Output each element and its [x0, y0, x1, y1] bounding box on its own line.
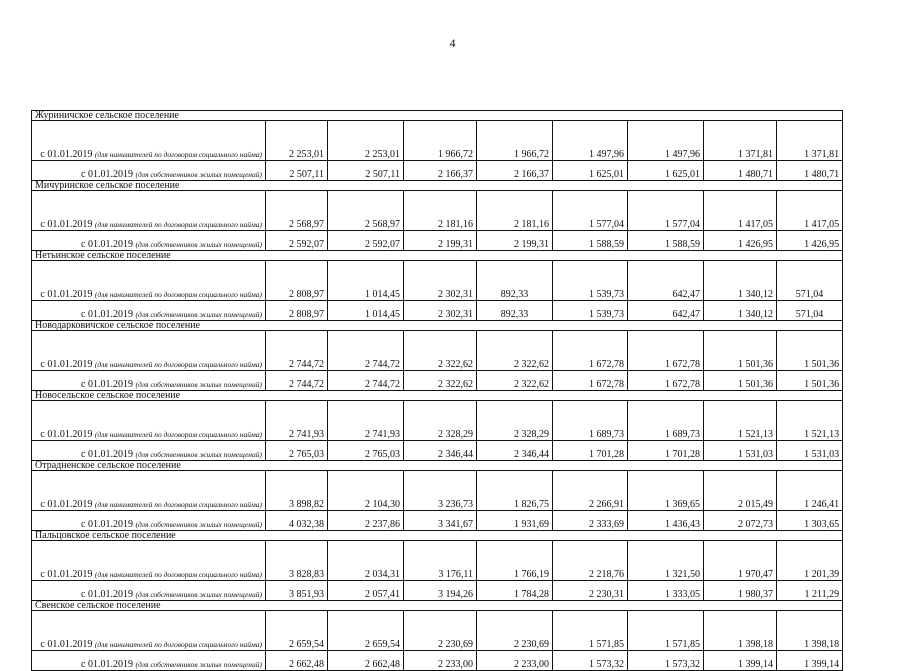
rate-value-cell: 1 014,45 — [328, 301, 404, 321]
tenant-rate-row — [32, 261, 843, 301]
rate-value-cell: 3 176,11 — [404, 541, 477, 581]
row-label-date: с 01.01.2019 — [40, 569, 93, 580]
row-label-date: с 01.01.2019 — [40, 219, 93, 230]
row-label — [32, 371, 266, 391]
tariff-table — [31, 110, 843, 671]
section-header-row — [32, 321, 843, 331]
rate-value-cell: 1 521,13 — [777, 401, 843, 441]
rate-value-cell: 1 201,39 — [777, 541, 843, 581]
row-label-owners-note: (для собственников жилых помещений) — [135, 450, 262, 459]
rate-value-cell: 1 501,36 — [704, 371, 777, 391]
rate-value-cell: 1 573,32 — [553, 651, 628, 671]
rate-value-cell: 2 230,69 — [477, 611, 553, 651]
row-label — [32, 581, 266, 601]
rate-value-cell: 2 166,37 — [404, 161, 477, 181]
row-label-date: с 01.01.2019 — [40, 499, 93, 510]
rate-value-cell: 1 501,36 — [704, 331, 777, 371]
rate-value-cell: 1 966,72 — [477, 121, 553, 161]
rate-value-cell: 2 104,30 — [328, 471, 404, 511]
rate-value-cell: 2 741,93 — [266, 401, 328, 441]
rate-value-cell: 2 808,97 — [266, 261, 328, 301]
row-label — [32, 261, 266, 301]
row-label-tenants-note: (для нанимателей по договорам социального найма) — [94, 290, 262, 299]
rate-value-cell: 2 302,31 — [404, 301, 477, 321]
rate-value-cell: 1 571,85 — [553, 611, 628, 651]
rate-value-cell: 2 302,31 — [404, 261, 477, 301]
rate-value-cell: 2 230,69 — [404, 611, 477, 651]
rate-value-cell: 2 322,62 — [477, 331, 553, 371]
row-label-tenants-note: (для нанимателей по договорам социального найма) — [94, 150, 262, 159]
rate-value-cell: 1 970,47 — [704, 541, 777, 581]
row-label-date: с 01.01.2019 — [40, 359, 93, 370]
row-label — [32, 651, 266, 671]
rate-value-cell: 2 568,97 — [328, 191, 404, 231]
owner-rate-row — [32, 231, 843, 251]
row-label-date: с 01.01.2019 — [40, 289, 93, 300]
row-label-date: с 01.01.2019 — [40, 429, 93, 440]
rate-value-cell: 2 662,48 — [266, 651, 328, 671]
rate-value-cell: 2 765,03 — [266, 441, 328, 461]
rate-value-cell: 2 034,31 — [328, 541, 404, 581]
rate-value-cell: 1 369,65 — [628, 471, 704, 511]
rate-value-cell: 2 266,91 — [553, 471, 628, 511]
rate-value-cell: 1 211,29 — [777, 581, 843, 601]
rate-value-cell: 1 497,96 — [553, 121, 628, 161]
row-label-date: с 01.01.2019 — [81, 379, 133, 390]
rate-value-cell: 3 828,83 — [266, 541, 328, 581]
rate-value-cell: 2 237,86 — [328, 511, 404, 531]
rate-value-cell: 2 199,31 — [477, 231, 553, 251]
row-label-tenants-note: (для нанимателей по договорам социального найма) — [94, 640, 262, 649]
rate-value-cell: 3 898,82 — [266, 471, 328, 511]
section-header-row — [32, 391, 843, 401]
rate-value-cell: 1 573,32 — [628, 651, 704, 671]
row-label-tenants-note: (для нанимателей по договорам социального найма) — [94, 570, 262, 579]
rate-value-cell: 1 321,50 — [628, 541, 704, 581]
section-header-row — [32, 601, 843, 611]
owner-rate-row — [32, 371, 843, 391]
tenant-rate-row — [32, 611, 843, 651]
rate-value-cell: 2 592,07 — [266, 231, 328, 251]
rate-value-cell: 642,47 — [628, 301, 704, 321]
owner-rate-row — [32, 161, 843, 181]
rate-value-cell: 2 592,07 — [328, 231, 404, 251]
table-body — [32, 111, 843, 671]
rate-value-cell: 2 322,62 — [404, 331, 477, 371]
row-label-owners-note: (для собственников жилых помещений) — [135, 520, 262, 529]
row-label-tenants-note: (для нанимателей по договорам социального найма) — [94, 360, 262, 369]
rate-value-cell: 1 480,71 — [704, 161, 777, 181]
row-label-owners-note: (для собственников жилых помещений) — [135, 380, 262, 389]
row-label-date: с 01.01.2019 — [81, 659, 133, 670]
rate-value-cell: 2 166,37 — [477, 161, 553, 181]
rate-value-cell: 2 659,54 — [266, 611, 328, 651]
owner-rate-row — [32, 511, 843, 531]
rate-value-cell: 2 072,73 — [704, 511, 777, 531]
rate-value-cell: 1 340,12 — [704, 261, 777, 301]
rate-value-cell: 3 341,67 — [404, 511, 477, 531]
row-label — [32, 331, 266, 371]
rate-value-cell: 2 253,01 — [266, 121, 328, 161]
rate-value-cell: 1 417,05 — [704, 191, 777, 231]
rate-value-cell: 2 741,93 — [328, 401, 404, 441]
section-header-row — [32, 181, 843, 191]
rate-value-cell: 571,04 — [777, 301, 843, 321]
rate-value-cell: 1 689,73 — [553, 401, 628, 441]
row-label — [32, 301, 266, 321]
tenant-rate-row — [32, 471, 843, 511]
rate-value-cell: 1 426,95 — [704, 231, 777, 251]
rate-value-cell: 1 246,41 — [777, 471, 843, 511]
rate-value-cell: 1 014,45 — [328, 261, 404, 301]
rate-value-cell: 1 966,72 — [404, 121, 477, 161]
rate-value-cell: 2 199,31 — [404, 231, 477, 251]
rate-value-cell: 1 426,95 — [777, 231, 843, 251]
rate-value-cell: 2 659,54 — [328, 611, 404, 651]
rate-value-cell: 1 701,28 — [553, 441, 628, 461]
rate-value-cell: 1 539,73 — [553, 301, 628, 321]
rate-value-cell: 571,04 — [777, 261, 843, 301]
rate-value-cell: 2 333,69 — [553, 511, 628, 531]
rate-value-cell: 1 701,28 — [628, 441, 704, 461]
rate-value-cell: 1 672,78 — [628, 371, 704, 391]
rate-value-cell: 1 333,05 — [628, 581, 704, 601]
rate-value-cell: 1 571,85 — [628, 611, 704, 651]
rate-value-cell: 1 501,36 — [777, 331, 843, 371]
rate-value-cell: 2 253,01 — [328, 121, 404, 161]
tenant-rate-row — [32, 541, 843, 581]
row-label-date: с 01.01.2019 — [81, 169, 133, 180]
row-label — [32, 401, 266, 441]
rate-value-cell: 1 625,01 — [553, 161, 628, 181]
row-label-owners-note: (для собственников жилых помещений) — [135, 660, 262, 669]
section-title: Новодарковичское сельское поселение — [32, 321, 843, 331]
rate-value-cell: 642,47 — [628, 261, 704, 301]
rate-value-cell: 2 765,03 — [328, 441, 404, 461]
rate-value-cell: 1 784,28 — [477, 581, 553, 601]
page-number: 4 — [449, 36, 456, 50]
rate-value-cell: 1 436,43 — [628, 511, 704, 531]
rate-value-cell: 2 346,44 — [404, 441, 477, 461]
owner-rate-row — [32, 651, 843, 671]
rate-value-cell: 1 672,78 — [553, 331, 628, 371]
rate-value-cell: 1 577,04 — [628, 191, 704, 231]
section-title: Мичуринское сельское поселение — [32, 181, 843, 191]
rate-value-cell: 1 399,14 — [777, 651, 843, 671]
rate-value-cell: 1 672,78 — [553, 371, 628, 391]
row-label-date: с 01.01.2019 — [81, 589, 133, 600]
row-label-date: с 01.01.2019 — [81, 519, 133, 530]
row-label — [32, 231, 266, 251]
tenant-rate-row — [32, 331, 843, 371]
row-label-date: с 01.01.2019 — [81, 239, 133, 250]
owner-rate-row — [32, 301, 843, 321]
rate-value-cell: 2 230,31 — [553, 581, 628, 601]
rate-value-cell: 892,33 — [477, 261, 553, 301]
rate-value-cell: 2 233,00 — [404, 651, 477, 671]
rate-value-cell: 1 398,18 — [777, 611, 843, 651]
rate-value-cell: 2 744,72 — [266, 331, 328, 371]
rate-value-cell: 1 340,12 — [704, 301, 777, 321]
rate-value-cell: 2 744,72 — [328, 331, 404, 371]
section-header-row — [32, 461, 843, 471]
owner-rate-row — [32, 441, 843, 461]
rate-value-cell: 1 588,59 — [553, 231, 628, 251]
rate-value-cell: 2 808,97 — [266, 301, 328, 321]
row-label — [32, 441, 266, 461]
rate-value-cell: 1 371,81 — [704, 121, 777, 161]
rate-value-cell: 892,33 — [477, 301, 553, 321]
rate-value-cell: 1 539,73 — [553, 261, 628, 301]
rate-value-cell: 2 328,29 — [477, 401, 553, 441]
row-label — [32, 541, 266, 581]
rate-value-cell: 1 501,36 — [777, 371, 843, 391]
rate-value-cell: 1 497,96 — [628, 121, 704, 161]
row-label-owners-note: (для собственников жилых помещений) — [135, 170, 262, 179]
row-label-owners-note: (для собственников жилых помещений) — [135, 590, 262, 599]
row-label — [32, 161, 266, 181]
section-header-row — [32, 111, 843, 121]
row-label-date: с 01.01.2019 — [40, 149, 93, 160]
owner-rate-row — [32, 581, 843, 601]
rate-value-cell: 3 194,26 — [404, 581, 477, 601]
rate-value-cell: 2 181,16 — [404, 191, 477, 231]
row-label-owners-note: (для собственников жилых помещений) — [135, 310, 262, 319]
rate-value-cell: 3 236,73 — [404, 471, 477, 511]
row-label-tenants-note: (для нанимателей по договорам социального найма) — [94, 430, 262, 439]
section-title: Пальцовское сельское поселение — [32, 531, 843, 541]
section-header-row — [32, 531, 843, 541]
row-label-date: с 01.01.2019 — [81, 449, 133, 460]
rate-value-cell: 2 057,41 — [328, 581, 404, 601]
rate-value-cell: 2 744,72 — [328, 371, 404, 391]
rate-value-cell: 1 398,18 — [704, 611, 777, 651]
section-title: Новосельское сельское поселение — [32, 391, 843, 401]
rate-value-cell: 1 303,65 — [777, 511, 843, 531]
rate-value-cell: 1 625,01 — [628, 161, 704, 181]
rate-value-cell: 2 322,62 — [404, 371, 477, 391]
tenant-rate-row — [32, 401, 843, 441]
rate-value-cell: 1 588,59 — [628, 231, 704, 251]
rate-value-cell: 1 521,13 — [704, 401, 777, 441]
rate-value-cell: 1 766,19 — [477, 541, 553, 581]
rate-value-cell: 1 826,75 — [477, 471, 553, 511]
rate-value-cell: 2 233,00 — [477, 651, 553, 671]
rate-value-cell: 2 507,11 — [266, 161, 328, 181]
rate-value-cell: 2 507,11 — [328, 161, 404, 181]
rate-value-cell: 1 399,14 — [704, 651, 777, 671]
rate-value-cell: 1 531,03 — [777, 441, 843, 461]
rate-value-cell: 1 577,04 — [553, 191, 628, 231]
rate-value-cell: 2 346,44 — [477, 441, 553, 461]
rate-value-cell: 2 015,49 — [704, 471, 777, 511]
rate-value-cell: 1 689,73 — [628, 401, 704, 441]
row-label — [32, 471, 266, 511]
tenant-rate-row — [32, 121, 843, 161]
row-label-date: с 01.01.2019 — [81, 309, 133, 320]
rate-value-cell: 1 480,71 — [777, 161, 843, 181]
rate-value-cell: 2 218,76 — [553, 541, 628, 581]
section-title: Отрадненское сельское поселение — [32, 461, 843, 471]
rate-value-cell: 2 328,29 — [404, 401, 477, 441]
section-title: Нетьинское сельское поселение — [32, 251, 843, 261]
rate-value-cell: 3 851,93 — [266, 581, 328, 601]
row-label — [32, 191, 266, 231]
row-label-date: с 01.01.2019 — [40, 639, 93, 650]
row-label-tenants-note: (для нанимателей по договорам социального найма) — [94, 500, 262, 509]
rate-value-cell: 2 568,97 — [266, 191, 328, 231]
section-title: Журиничское сельское поселение — [32, 111, 843, 121]
rate-value-cell: 2 181,16 — [477, 191, 553, 231]
rate-value-cell: 2 322,62 — [477, 371, 553, 391]
rate-value-cell: 4 032,38 — [266, 511, 328, 531]
rate-value-cell: 1 531,03 — [704, 441, 777, 461]
rate-value-cell: 1 672,78 — [628, 331, 704, 371]
tenant-rate-row — [32, 191, 843, 231]
rate-value-cell: 2 662,48 — [328, 651, 404, 671]
section-title: Свенское сельское поселение — [32, 601, 843, 611]
row-label-owners-note: (для собственников жилых помещений) — [135, 240, 262, 249]
section-header-row — [32, 251, 843, 261]
rate-value-cell: 1 417,05 — [777, 191, 843, 231]
rate-value-cell: 2 744,72 — [266, 371, 328, 391]
row-label — [32, 511, 266, 531]
rate-value-cell: 1 980,37 — [704, 581, 777, 601]
row-label-tenants-note: (для нанимателей по договорам социального найма) — [94, 220, 262, 229]
rate-value-cell: 1 931,69 — [477, 511, 553, 531]
rate-value-cell: 1 371,81 — [777, 121, 843, 161]
row-label — [32, 611, 266, 651]
row-label — [32, 121, 266, 161]
